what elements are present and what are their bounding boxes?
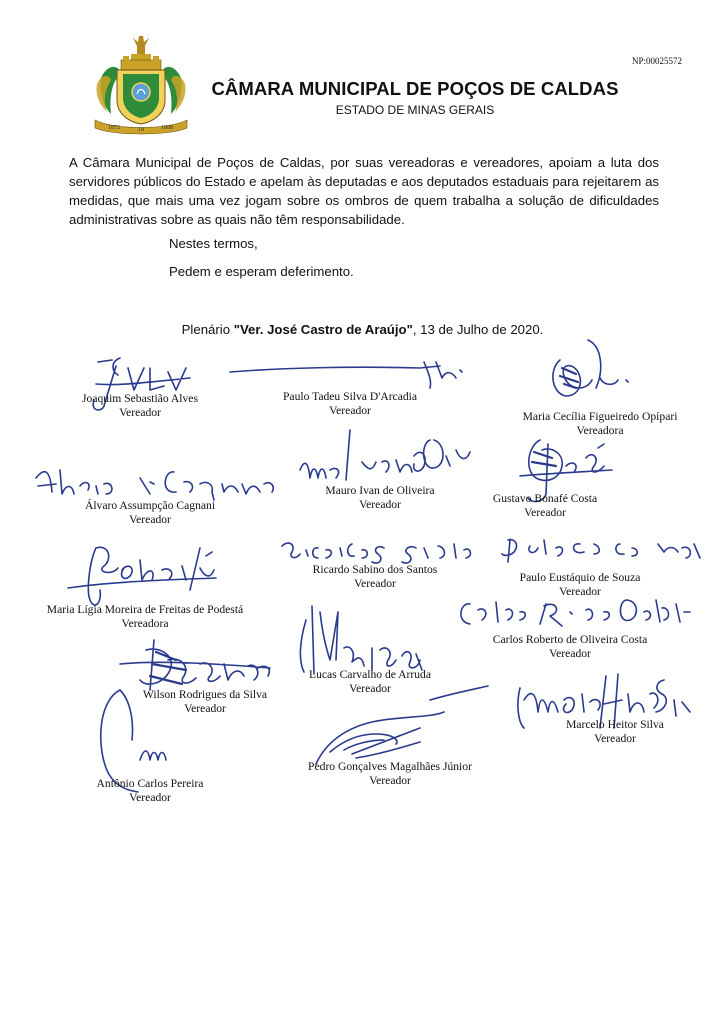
signatory-block	[55, 392, 225, 420]
document-title: CÂMARA MUNICIPAL DE POÇOS DE CALDAS	[211, 78, 619, 99]
signatory-block	[300, 484, 460, 512]
closing-request: Pedem e esperam deferimento.	[169, 264, 354, 279]
signatory-role: Vereador	[359, 498, 401, 511]
signatory-block	[490, 410, 710, 438]
signatory-name: Marcelo Heitor Silva	[566, 718, 664, 731]
signatory-name: Pedro Gonçalves Magalhães Júnior	[308, 760, 472, 773]
date-suffix: , 13 de Julho de 2020.	[412, 322, 544, 337]
signatory-block	[25, 603, 265, 631]
signatory-block	[50, 499, 250, 527]
date-prefix: Plenário	[181, 322, 234, 337]
svg-text:18: 18	[138, 127, 144, 133]
signatory-name: Antônio Carlos Pereira	[96, 777, 204, 790]
document-subtitle: ESTADO DE MINAS GERAIS	[335, 103, 495, 117]
signatory-role: Vereador	[184, 702, 226, 715]
signatory-role: Vereador	[369, 774, 411, 787]
signatory-block	[470, 633, 670, 661]
signatory-name: Carlos Roberto de Oliveira Costa	[492, 633, 648, 646]
signatory-role: Vereador	[119, 406, 161, 419]
signatory-role: Vereador	[559, 585, 601, 598]
date-line	[0, 322, 725, 337]
signatory-role: Vereador	[329, 404, 371, 417]
signatory-role: Vereador	[549, 647, 591, 660]
signatory-name: Lucas Carvalho de Arruda	[308, 668, 431, 681]
signatory-name: Álvaro Assumpção Cagnani	[84, 499, 216, 512]
signatory-name: Maria Lígia Moreira de Freitas de Podestá	[46, 603, 244, 616]
signatory-block	[290, 668, 450, 696]
body-paragraph: A Câmara Municipal de Poços de Caldas, por suas vereadoras e vereadores, apoiam a luta dos servidores públicos do Estado e apelam às deputadas e aos deputados estaduais para rejeitarem as medidas, que mais uma vez jogam sobre os ombros de quem trabalha a solução de dificuldades administrativas sobre as quais não têm responsabilidade.	[69, 155, 659, 227]
signatory-role: Vereador	[354, 577, 396, 590]
signatory-name: Mauro Ivan de Oliveira	[325, 484, 435, 497]
signatory-name: Gustavo Bonafé Costa	[492, 492, 598, 505]
document-number: NP:00025572	[631, 56, 682, 66]
signatory-role: Vereador	[349, 682, 391, 695]
signatory-role: Vereador	[594, 732, 636, 745]
signatory-name: Paulo Eustáquio de Souza	[519, 571, 641, 584]
signatory-name: Wilson Rodrigues da Silva	[142, 688, 268, 701]
venue-name: "Ver. José Castro de Araújo"	[233, 322, 413, 337]
coat-of-arms-logo	[93, 34, 189, 136]
signatory-role: Vereador	[129, 791, 171, 804]
signatory-block	[250, 390, 450, 418]
signatory-role: Vereadora	[121, 617, 169, 630]
signatory-block	[470, 492, 620, 520]
signatory-name: Maria Cecília Figueiredo Opípari	[522, 410, 678, 423]
signatory-block	[70, 777, 230, 805]
signatory-block	[280, 760, 500, 788]
signatory-block	[540, 718, 690, 746]
signatory-block	[490, 571, 670, 599]
signatory-name: Paulo Tadeu Silva D'Arcadia	[282, 390, 418, 403]
signatory-block	[290, 563, 460, 591]
closing-line: Nestes termos,	[169, 236, 258, 251]
signatory-role: Vereadora	[576, 424, 624, 437]
signatory-block	[120, 688, 290, 716]
signatory-name: Joaquim Sebastião Alves	[82, 392, 198, 405]
signatory-role: Vereador	[129, 513, 171, 526]
svg-text:1872: 1872	[108, 125, 120, 131]
svg-text:1888: 1888	[161, 125, 173, 131]
signatory-role: Vereador	[524, 506, 566, 519]
signatory-name: Ricardo Sabino dos Santos	[312, 563, 438, 576]
